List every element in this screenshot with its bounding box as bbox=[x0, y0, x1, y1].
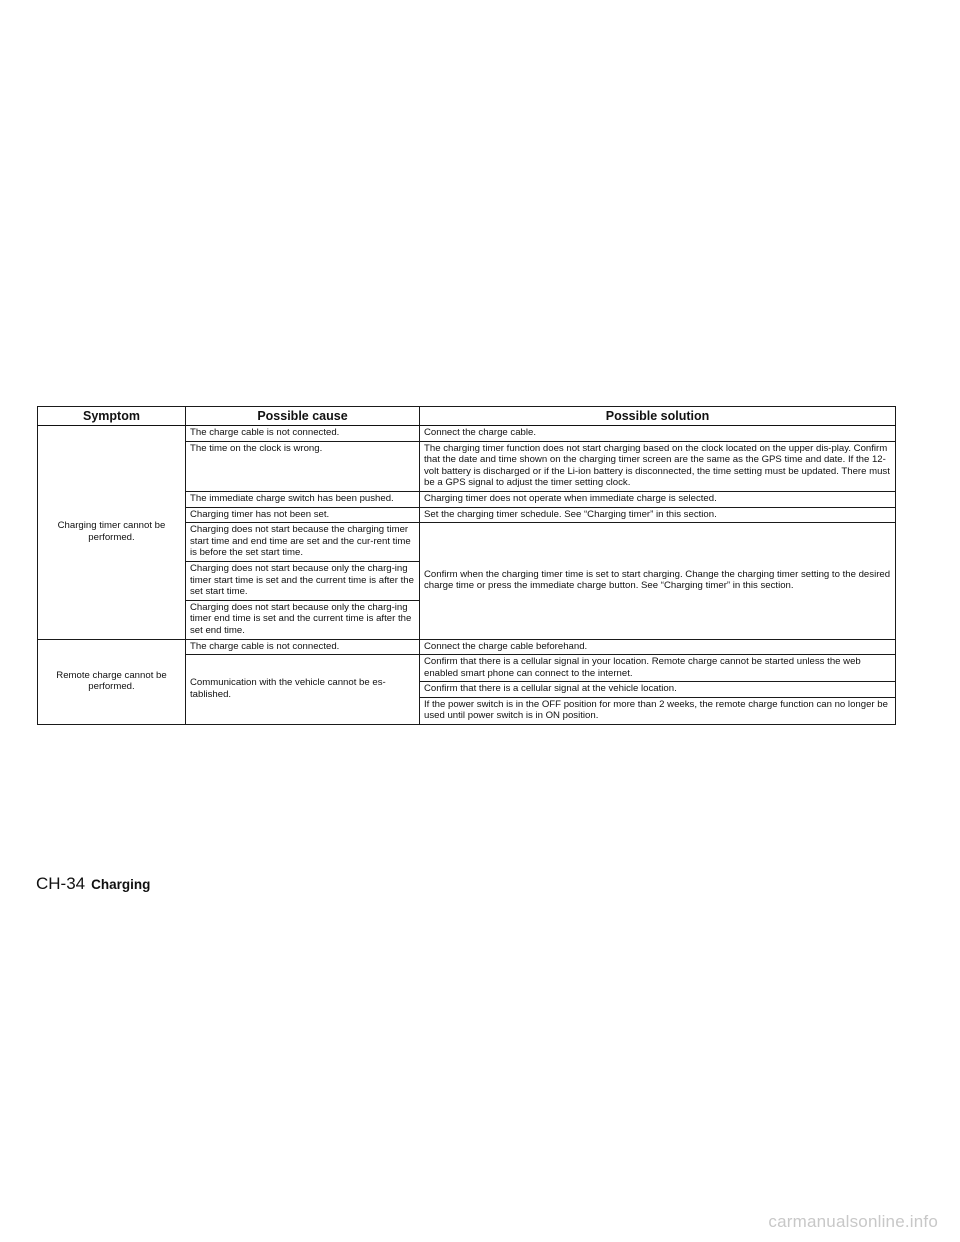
solution-cell: Connect the charge cable. bbox=[420, 426, 896, 442]
symptom-cell: Remote charge cannot be performed. bbox=[38, 639, 186, 725]
cause-cell: The immediate charge switch has been pushed. bbox=[186, 491, 420, 507]
page-footer bbox=[36, 874, 150, 894]
solution-cell: Confirm that there is a cellular signal in your location. Remote charge cannot be started unless the web enabled smart phone can connect to the internet. bbox=[420, 655, 896, 682]
table-header-row bbox=[38, 407, 896, 426]
cause-cell: The time on the clock is wrong. bbox=[186, 441, 420, 491]
troubleshooting-table bbox=[37, 406, 896, 725]
cause-cell: Charging timer has not been set. bbox=[186, 507, 420, 523]
solution-cell: Charging timer does not operate when immediate charge is selected. bbox=[420, 491, 896, 507]
cause-cell: Communication with the vehicle cannot be es-tablished. bbox=[186, 655, 420, 725]
solution-cell: Confirm that there is a cellular signal at the vehicle location. bbox=[420, 682, 896, 698]
table-row bbox=[38, 639, 896, 655]
page-number: CH-34 bbox=[36, 874, 86, 893]
solution-cell: The charging timer function does not start charging based on the clock located on the upper dis-play. Confirm that the date and time shown on the charging timer screen are the same as the GPS time and date. If the 12-volt battery is discharged or if the Li-ion battery is disconnected, the time setting must be updated. There must be a GPS signal to adjust the timer setting clock. bbox=[420, 441, 896, 491]
symptom-cell: Charging timer cannot be performed. bbox=[38, 426, 186, 640]
solution-cell: Connect the charge cable beforehand. bbox=[420, 639, 896, 655]
cause-cell: The charge cable is not connected. bbox=[186, 639, 420, 655]
table-row bbox=[38, 426, 896, 442]
cause-cell: Charging does not start because only the charg-ing timer end time is set and the current time is after the set end time. bbox=[186, 600, 420, 639]
section-title: Charging bbox=[91, 877, 151, 892]
header-possible-cause: Possible cause bbox=[186, 407, 420, 426]
cause-cell: The charge cable is not connected. bbox=[186, 426, 420, 442]
cause-cell: Charging does not start because only the charg-ing timer start time is set and the current time is after the set start time. bbox=[186, 561, 420, 600]
solution-cell: Set the charging timer schedule. See “Charging timer” in this section. bbox=[420, 507, 896, 523]
header-possible-solution: Possible solution bbox=[420, 407, 896, 426]
solution-cell: If the power switch is in the OFF position for more than 2 weeks, the remote charge function can no longer be used until power switch is in ON position. bbox=[420, 697, 896, 724]
header-symptom: Symptom bbox=[38, 407, 186, 426]
solution-cell: Confirm when the charging timer time is set to start charging. Change the charging timer setting to the desired charge time or press the immediate charge button. See “Charging timer” in this section. bbox=[420, 523, 896, 639]
cause-cell: Charging does not start because the charging timer start time and end time are set and the cur-rent time is before the set start time. bbox=[186, 523, 420, 562]
watermark: carmanualsonline.info bbox=[768, 1212, 938, 1231]
